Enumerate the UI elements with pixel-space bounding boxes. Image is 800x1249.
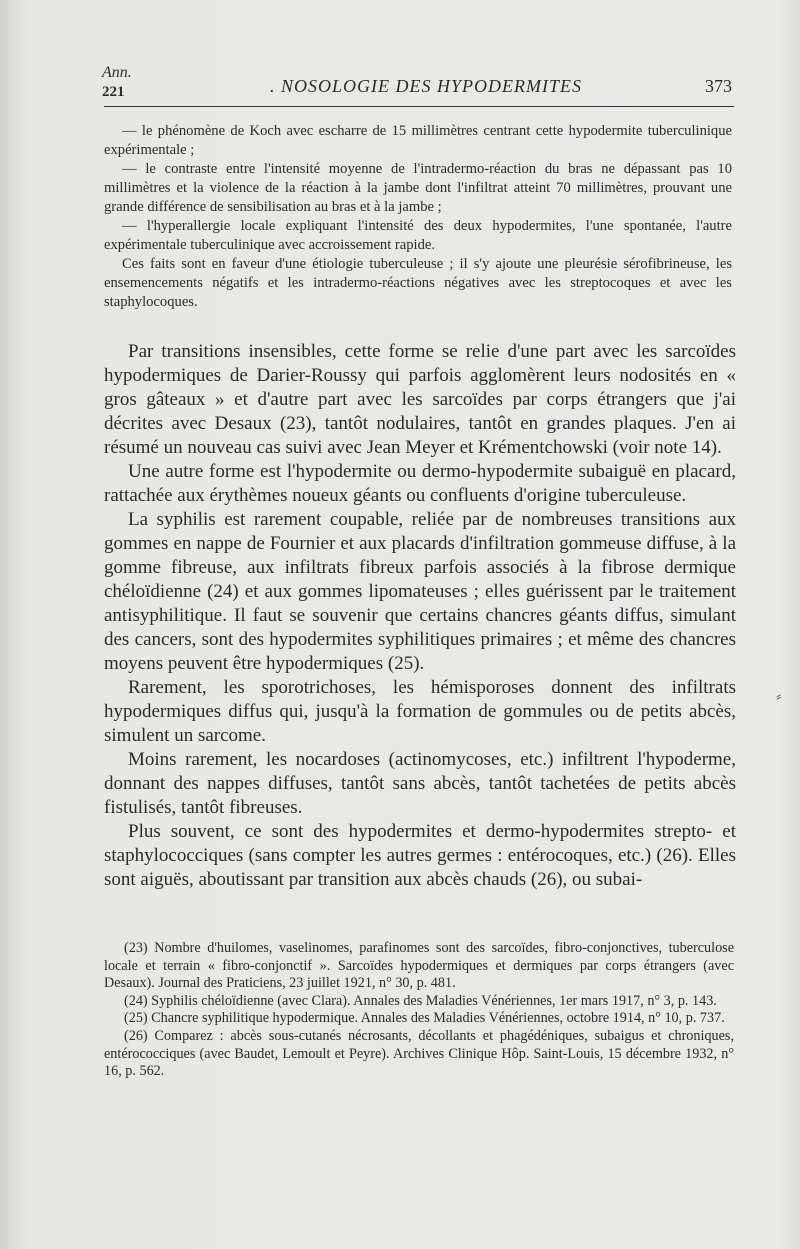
footnote: (25) Chancre syphilitique hypodermique. Annales des Maladies Vénériennes, octobre 1914, n° 10, p. 737.: [124, 1010, 725, 1027]
footnotes: [104, 940, 734, 1081]
intro-paragraph: Ces faits sont en faveur d'une étiologie tuberculeuse ; il s'y ajoute une pleurésie sérofibrineuse, les ensemencements négatifs et les intradermo-réactions négatives avec les streptocoques et avec les staphylocoques.: [104, 256, 732, 310]
header-rule: [104, 106, 734, 107]
intro-block: [104, 122, 732, 312]
annotation-label: Ann.: [102, 64, 132, 81]
body-paragraph: Plus souvent, ce sont des hypodermites et dermo-hypodermites strepto- et staphylococciques (sans compter les autres germes : entérocoques, etc.) (26). Elles sont aiguës, aboutissant par transition aux abcès chauds (26), ou subai-: [104, 821, 736, 890]
margin-mark: ⸗: [776, 688, 782, 705]
intro-paragraph: — le phénomène de Koch avec escharre de 15 millimètres centrant cette hypodermite tuberculinique expérimentale ;: [104, 123, 732, 158]
body-paragraph: Par transitions insensibles, cette forme se relie d'une part avec les sarcoïdes hypodermiques de Darier-Roussy qui parfois agglomèrent leurs nodosités en « gros gâteaux » et d'autre part avec les sarcoïdes par corps étrangers que j'ai décrites avec Desaux (23), tantôt nodulaires, tantôt en grandes plaques. J'en ai résumé un nouveau cas suivi avec Jean Meyer et Krémentchowski (voir note 14).: [104, 341, 736, 458]
body-paragraph: Moins rarement, les nocardoses (actinomycoses, etc.) infiltrent l'hypoderme, donnant des nappes diffuses, tantôt sans abcès, tantôt tachetées de petits abcès fistulisés, tantôt fibreuses.: [104, 749, 736, 818]
body-paragraph: Rarement, les sporotrichoses, les hémisporoses donnent des infiltrats hypodermiques diffus qui, jusqu'à la formation de gommules ou de petits abcès, simulent un sarcome.: [104, 677, 736, 746]
intro-paragraph: — l'hyperallergie locale expliquant l'intensité des deux hypodermites, l'une spontanée, l'autre expérimentale tuberculinique avec accroissement rapide.: [104, 218, 732, 253]
footnote: (24) Syphilis chéloïdienne (avec Clara). Annales des Maladies Vénériennes, 1er mars 1917, n° 3, p. 143.: [124, 992, 717, 1009]
main-text: [104, 340, 736, 892]
footnote: (26) Comparez : abcès sous-cutanés nécrosants, décollants et phagédéniques, subaigus et chroniques, entérococciques (avec Baudet, Lemoult et Peyre). Archives Clinique Hôp. Saint-Louis, 15 décembre 1932, n° 16, p. 562.: [104, 1027, 734, 1080]
running-title: . NOSOLOGIE DES HYPODERMITES: [270, 76, 582, 96]
footnote: (23) Nombre d'huilomes, vaselinomes, parafinomes sont des sarcoïdes, fibro-conjonctives, tuberculose locale et terrain « fibro-conjonctif ». Sarcoïdes hypodermiques et dermiques par corps étrangers (avec Desaux). Journal des Praticiens, 23 juillet 1921, n° 30, p. 481.: [104, 940, 734, 992]
page-header: [100, 64, 732, 108]
intro-paragraph: — le contraste entre l'intensité moyenne de l'intradermo-réaction du bras ne dépassant pas 10 millimètres et la violence de la réaction à la jambe dont l'infiltrat atteint 70 millimètres, prouvant une grande différence de sensibilisation au bras et à la jambe ;: [104, 161, 732, 215]
annotation-number: 221: [102, 84, 125, 100]
page-number: 373: [705, 76, 732, 96]
body-paragraph: Une autre forme est l'hypodermite ou dermo-hypodermite subaiguë en placard, rattachée aux érythèmes noueux géants ou confluents d'origine tuberculeuse.: [104, 461, 736, 506]
body-paragraph: La syphilis est rarement coupable, reliée par de nombreuses transitions aux gommes en nappe de Fournier et aux placards d'infiltration gommeuse diffuse, à la gomme fibreuse, aux infiltrats fibreux parfois associés à la fibrose dermique chéloïdienne (24) et aux gommes lipomateuses ; elles guérissent par le traitement antisyphilitique. Il faut se souvenir que certains chancres géants diffus, simulant des cancers, sont des hypodermites syphilitiques primaires ; et même des chancres moyens peuvent être hypodermiques (25).: [104, 509, 736, 674]
